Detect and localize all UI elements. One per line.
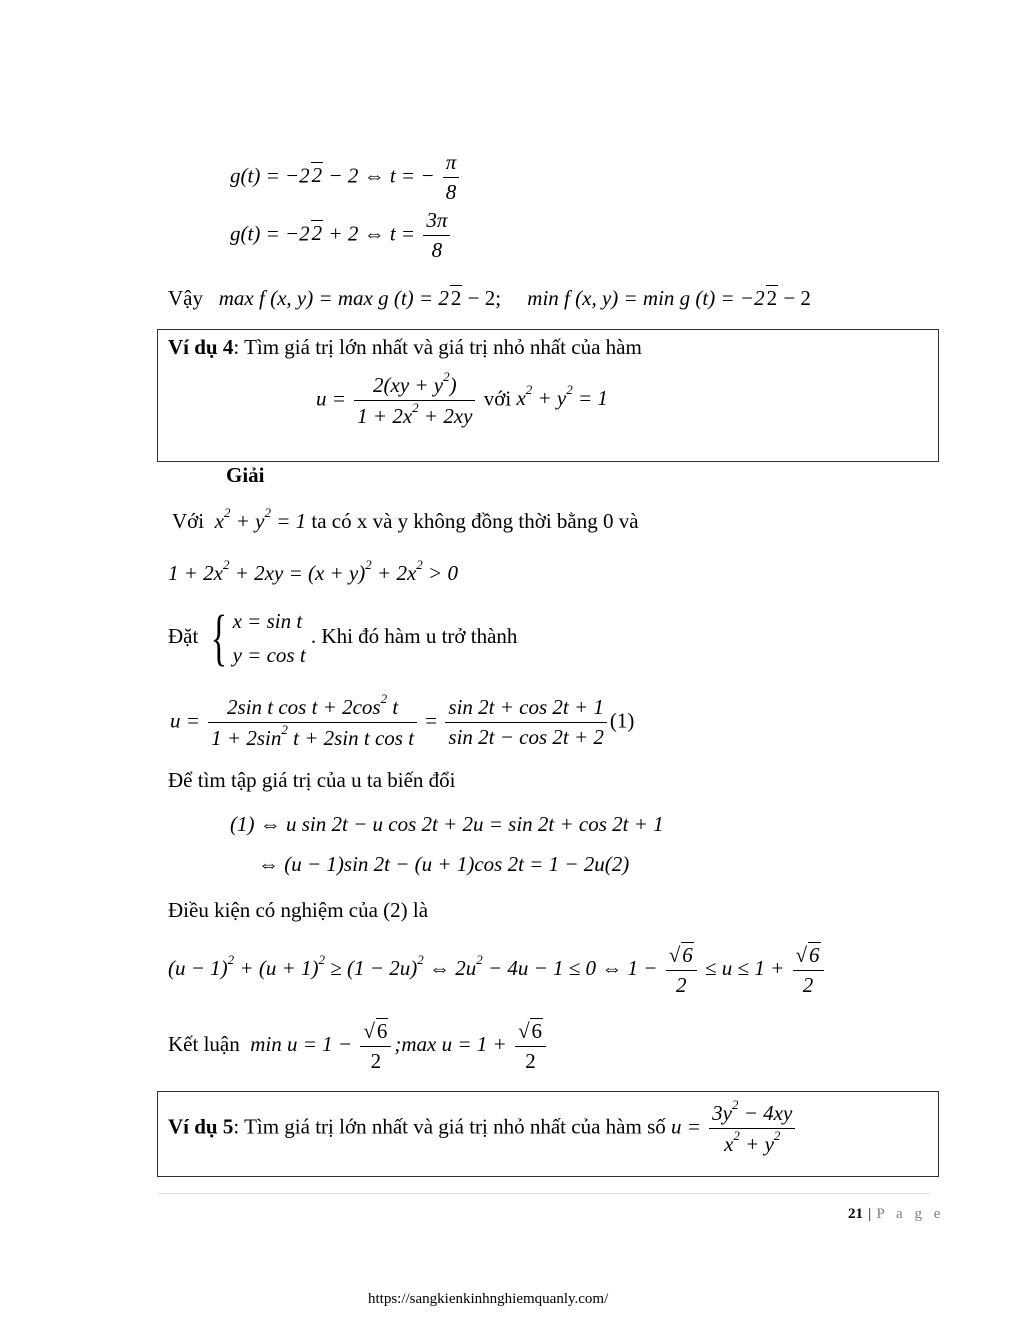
transform-step-2: ⇔ (u − 1)sin 2t − (u + 1)cos 2t = 1 − 2u(2) — [258, 852, 630, 876]
example-4-heading: Ví dụ 4: Tìm giá trị lớn nhất và giá trị nhỏ nhất của hàm — [168, 335, 642, 359]
fraction: $\frac{\pi}{8}$ — [443, 150, 460, 205]
result-line: Kết luận min u = 1 − $\frac{√6}{2}$ ;max u = 1 + $\frac{√6}{2}$ — [168, 1018, 549, 1074]
example-5-heading: Ví dụ 5: Tìm giá trị lớn nhất và giá trị nhỏ nhất của hàm số u = $\frac{3y^2 - 4xy}{x^2 + y^2}$ — [168, 1100, 798, 1157]
example-4-box — [157, 329, 939, 462]
left-brace: { — [210, 604, 227, 672]
substitution: Đặt { x = sin t y = cos t . Khi đó hàm u trở thành — [168, 604, 518, 672]
equation-g-min: g(t) = −22 − 2 ⇔ t = − $\frac{\pi}{8}$ — [230, 150, 462, 205]
transform-text: Để tìm tập giá trị của u ta biến đổi — [168, 768, 456, 792]
fraction: $\frac{3\pi}{8}$ — [423, 208, 450, 263]
solution-heading: Giải — [226, 463, 265, 487]
inequality: $(u - 1)^2 + (u + 1)^2 \ge (1 - 2u)^2$ ⇔ $2u^2 - 4u - 1 \le 0$ ⇔ 1 − $\frac{√6}{2}$ ≤ u ≤ 1 + $\frac{√6}{2}$ — [168, 942, 827, 998]
solution-line-1: Với $x^2 + y^2 = 1$ ta có x và y không đồng thời bằng 0 và — [172, 505, 639, 533]
example-5-box — [157, 1091, 939, 1177]
transform-step-1: (1) ⇔ u sin 2t − u cos 2t + 2u = sin 2t + cos 2t + 1 — [230, 812, 664, 836]
equation-g-max: g(t) = −22 + 2 ⇔ t = $\frac{3\pi}{8}$ — [230, 208, 453, 263]
source-url: https://sangkienkinhnghiemquanly.com/ — [368, 1291, 609, 1307]
example-4-formula: u = $\frac{2(xy + y^2)}{1 + 2x^2 + 2xy}$ với $x^2 + y^2 = 1$ — [316, 369, 608, 428]
u-expression: u = $\frac{2\sin t \cos t + 2\cos^2 t}{1 + 2\sin^2 t + 2\sin t \cos t}$ = $\frac{\sin 2t + \cos 2t + 1}{\sin 2t - \cos 2t + 2}$ (1) — [170, 691, 635, 750]
solution-line-2: $1 + 2x^2 + 2xy = (x + y)^2 + 2x^2 > 0$ — [168, 557, 458, 585]
conclusion-line: Vậy max f (x, y) = max g (t) = 22 − 2; min f (x, y) = min g (t) = −22 − 2 — [168, 286, 811, 310]
footer-divider — [158, 1193, 930, 1194]
page-number: 21 | P a g e — [848, 1206, 945, 1222]
condition-text: Điều kiện có nghiệm của (2) là — [168, 898, 429, 922]
